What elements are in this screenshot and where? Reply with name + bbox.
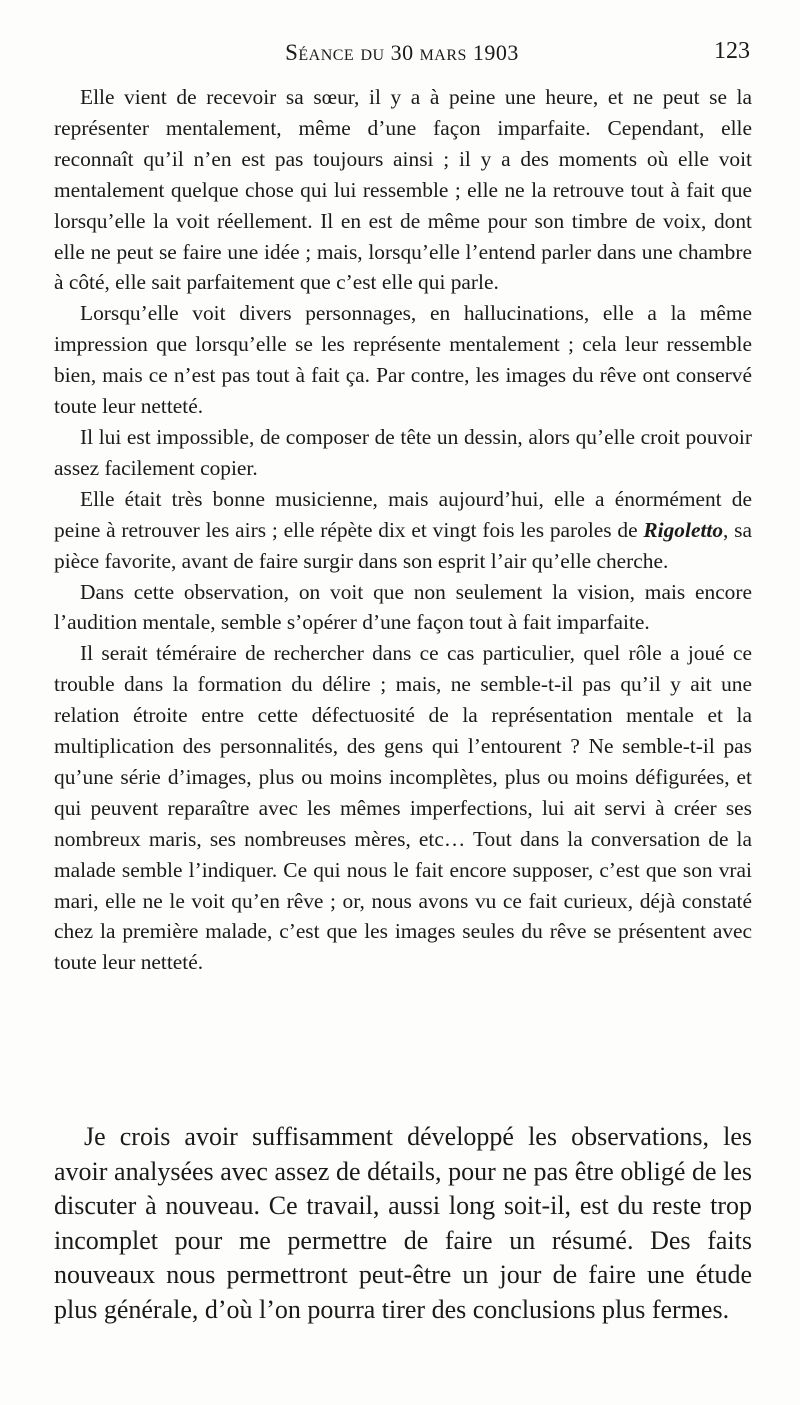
running-title	[54, 40, 750, 66]
paragraph: Elle vient de recevoir sa sœur, il y a à peine une heure, et ne peut se la représenter mentalement, même d’une façon imparfaite. Cependant, elle reconnaît qu’il n’en est pas toujours ainsi ; il y a des moments où elle voit mentalement quelque chose qui lui ressemble ; elle ne la retrouve tout à fait que lorsqu’elle la voit réellement. Il en est de même pour son timbre de voix, dont elle ne peut se faire une idée ; mais, lorsqu’elle l’entend parler dans une chambre à côté, elle sait parfaitement que c’est elle qui parle.	[54, 85, 752, 295]
page-number: 123	[714, 38, 750, 64]
running-head	[54, 36, 750, 70]
paragraph: Lorsqu’elle voit divers personnages, en hallucinations, elle a la même impression que lorsqu’elle se les représente mentalement ; cela leur ressemble bien, mais ce n’est pas tout à fait ça. Par contre, les images du rêve ont conservé toute leur netteté.	[54, 301, 752, 419]
paragraph: Dans cette observation, on voit que non seulement la vision, mais encore l’audition mentale, semble s’opérer d’une façon tout à fait imparfaite.	[54, 579, 752, 635]
paragraph: Il serait téméraire de rechercher dans ce cas particulier, quel rôle a joué ce trouble dans la formation du délire ; mais, ne semble-t-il pas qu’il y ait une relation étroite entre cette défectuosité de la représentation mentale et la multiplication des personnalités, des gens qui l’entourent ? Ne semble-t-il pas qu’une série d’images, plus ou moins incomplètes, plus ou moins défigurées, et qui peuvent reparaître avec les mêmes imperfections, lui ait servi à créer ses nombreux maris, ses nombreuses mères, etc… Tout dans la conversation de la malade semble l’indiquer. Ce qui nous le fait encore supposer, c’est que son vrai mari, elle ne le voit qu’en rêve ; or, nous avons vu ce fait curieux, déjà constaté chez la première malade, c’est que les images seules du rêve se présentent avec toute leur netteté.	[54, 641, 752, 975]
conclusion-paragraph: Je crois avoir suffisamment développé les observations, les avoir analysées avec assez de détails, pour ne pas être obligé de les discuter à nouveau. Ce travail, aussi long soit-il, est du reste trop incomplet pour me permettre de faire un résumé. Des faits nouveaux nous permettront peut-être un jour de faire une étude plus générale, d’où l’on pourra tirer des conclusions plus fermes.	[54, 1122, 752, 1324]
opera-title: Rigoletto	[643, 517, 724, 542]
running-title-day: 30	[390, 40, 414, 65]
paragraph-text: Elle était très bonne musicienne, mais aujourd’hui, elle a énormément de peine à retrouver les airs ; elle répète dix et vingt fois les paroles de	[54, 486, 752, 542]
running-title-prefix: Séance du	[285, 40, 385, 65]
running-title-year: 1903	[472, 40, 519, 65]
paragraph-text: , sa pièce favorite, avant de faire surgir dans son esprit l’air qu’elle cherche.	[54, 517, 752, 573]
paragraph: Il lui est impossible, de composer de tête un dessin, alors qu’elle croit pouvoir assez facilement copier.	[54, 424, 752, 480]
body-text	[54, 82, 752, 978]
running-title-month: mars	[419, 40, 467, 65]
conclusion-section	[54, 1120, 752, 1327]
paragraph-rigoletto	[54, 484, 752, 577]
